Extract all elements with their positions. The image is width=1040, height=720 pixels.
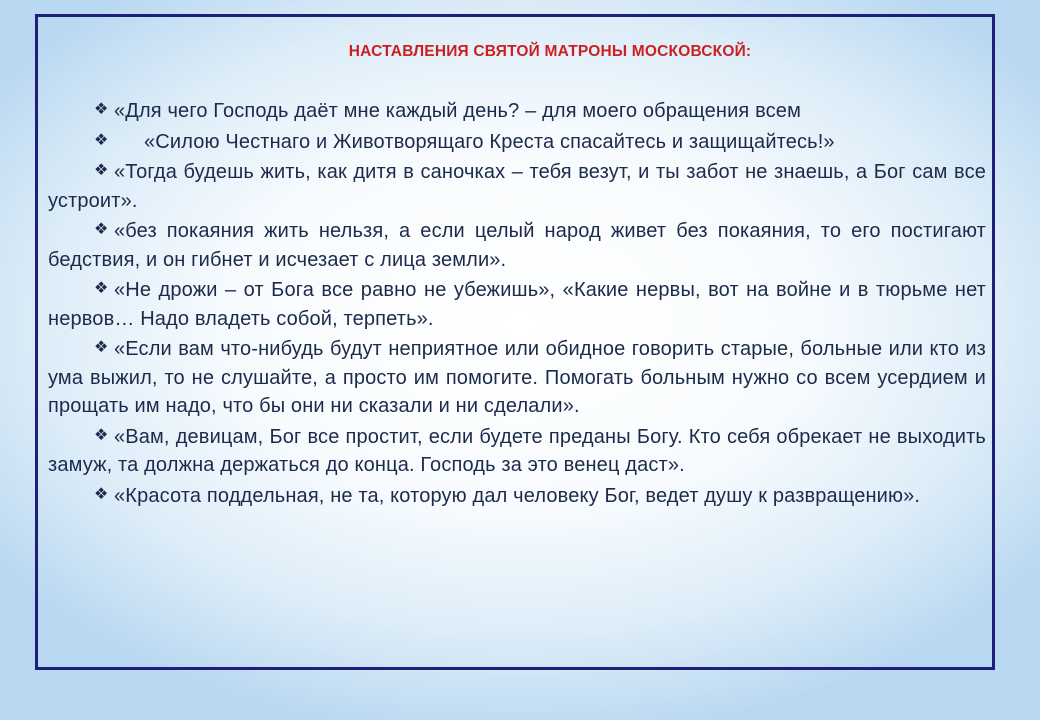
list-item bbox=[48, 215, 986, 274]
diamond-bullet-icon: ❖ bbox=[94, 278, 109, 297]
list-item bbox=[48, 274, 986, 333]
list-item bbox=[48, 95, 986, 126]
list-item-text: «Тогда будешь жить, как дитя в саночках – тебя везут, и ты забот не знаешь, а Бог сам все устроит». bbox=[48, 161, 986, 212]
diamond-bullet-icon: ❖ bbox=[94, 99, 109, 118]
diamond-bullet-icon: ❖ bbox=[94, 160, 109, 179]
list-item-text: «Красота поддельная, не та, которую дал человеку Бог, ведет душу к развращению». bbox=[114, 484, 921, 507]
list-item-text: «Если вам что-нибудь будут неприятное или обидное говорить старые, больные или кто из ума выжил, то не слушайте, а просто им помогите. Помогать больным нужно со всем усердием и прощать им надо, что бы они ни сказали и ни сделали». bbox=[48, 338, 986, 417]
list-item-text: «без покаяния жить нельзя, а если целый народ живет без покаяния, то его постигают бедствия, и он гибнет и исчезает с лица земли». bbox=[48, 220, 986, 271]
teachings-list bbox=[48, 95, 986, 510]
slide-title: НАСТАВЛЕНИЯ СВЯТОЙ МАТРОНЫ МОСКОВСКОЙ: bbox=[348, 43, 752, 60]
list-item-text: «Силою Честнаго и Животворящаго Креста спасайтесь и защищайтесь!» bbox=[144, 130, 835, 153]
list-item bbox=[48, 156, 986, 215]
list-item bbox=[48, 480, 986, 511]
list-item bbox=[48, 126, 986, 157]
list-item bbox=[48, 333, 986, 421]
diamond-bullet-icon: ❖ bbox=[94, 424, 109, 444]
list-item bbox=[48, 421, 986, 480]
diamond-bullet-icon: ❖ bbox=[94, 337, 109, 356]
list-item-text: «Вам, девицам, Бог все простит, если будете преданы Богу. Кто себя обрекает не выходить замуж, та должна держаться до конца. Господь за это венец даст». bbox=[48, 425, 986, 476]
list-item-text: «Не дрожи – от Бога все равно не убежишь», «Какие нервы, вот на войне и в тюрьме нет нервов… Надо владеть собой, терпеть». bbox=[48, 279, 986, 330]
diamond-bullet-icon: ❖ bbox=[94, 483, 109, 503]
diamond-bullet-icon: ❖ bbox=[94, 219, 109, 238]
list-item-text: «Для чего Господь даёт мне каждый день? – для моего обращения всем bbox=[114, 100, 801, 122]
diamond-bullet-icon: ❖ bbox=[94, 129, 109, 149]
